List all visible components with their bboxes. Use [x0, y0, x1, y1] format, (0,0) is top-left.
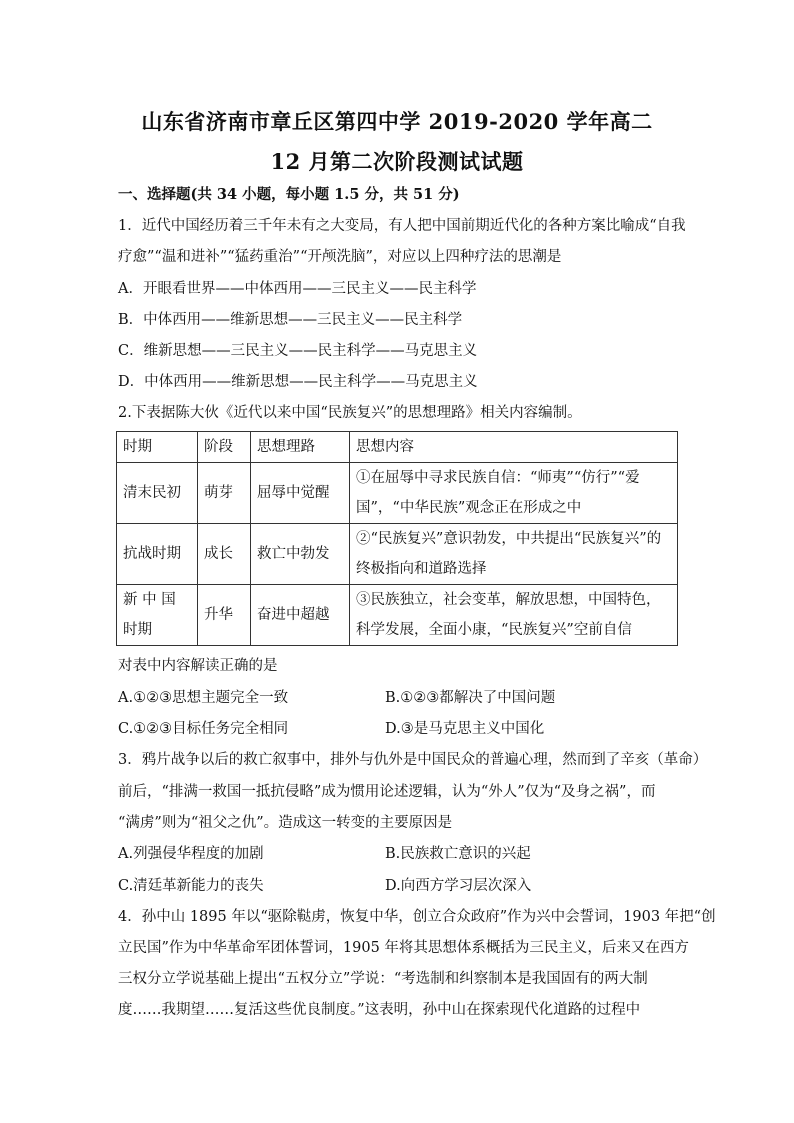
table-cell: 萌芽	[198, 463, 251, 524]
q1-option-c: C．维新思想——三民主义——民主科学——马克思主义	[118, 343, 478, 359]
table-cell: 新 中 国 时期	[117, 585, 198, 646]
section-heading: 一、选择题(共 34 小题，每小题 1.5 分，共 51 分)	[118, 186, 460, 203]
q3-stem-line2: 前后，“排满一救国一抵抗侵略”成为惯用论述逻辑，认为“外人”仅为“及身之祸”，而	[118, 784, 656, 800]
exam-title-line2: 12 月第二次阶段测试试题	[270, 149, 524, 174]
table-header-row	[117, 432, 678, 463]
table-header-cell: 阶段	[198, 432, 251, 463]
q2-stem: 2.下表据陈大伙《近代以来中国“民族复兴”的思想理路》相关内容编制。	[118, 405, 582, 421]
q2-option-c: C.①②③目标任务完全相同	[118, 721, 289, 737]
q4-stem-line3: 三权分立学说基础上提出“五权分立”学说：“考选制和纠察制本是我国固有的两大制	[118, 971, 648, 987]
q3-option-c: C.清廷革新能力的丧失	[118, 878, 264, 894]
q2-option-b: B.①②③都解决了中国问题	[385, 690, 556, 706]
table-cell: 救亡中勃发	[251, 524, 350, 585]
q3-option-a: A.列强侵华程度的加剧	[118, 846, 264, 862]
table-header-cell: 时期	[117, 432, 198, 463]
table-cell: ②“民族复兴”意识勃发，中共提出“民族复兴”的终极指向和道路选择	[350, 524, 678, 585]
q1-option-d: D．中体西用——维新思想——民主科学——马克思主义	[118, 374, 478, 390]
table-cell: 抗战时期	[117, 524, 198, 585]
table-cell: 清末民初	[117, 463, 198, 524]
table-row	[117, 524, 678, 585]
q3-option-b: B.民族救亡意识的兴起	[385, 846, 531, 862]
table-cell: 升华	[198, 585, 251, 646]
table-cell: ①在屈辱中寻求民族自信：“师夷”“仿行”“爱国”，“中华民族”观念正在形成之中	[350, 463, 678, 524]
q3-stem-line3: “满虏”则为“祖父之仇”。造成这一转变的主要原因是	[118, 815, 453, 831]
q1-option-a: A．开眼看世界——中体西用——三民主义——民主科学	[118, 281, 477, 297]
table-header-cell: 思想内容	[350, 432, 678, 463]
table-row	[117, 463, 678, 524]
table-cell: 奋进中超越	[251, 585, 350, 646]
table-cell: 成长	[198, 524, 251, 585]
q2-option-a: A.①②③思想主题完全一致	[118, 690, 289, 706]
table-row	[117, 585, 678, 646]
q1-stem-line2: 疗愈”“温和进补”“猛药重治”“开颅洗脑”，对应以上四种疗法的思潮是	[118, 249, 562, 265]
table-cell: ③民族独立，社会变革，解放思想，中国特色，科学发展，全面小康，“民族复兴”空前自信	[350, 585, 678, 646]
q1-option-b: B．中体西用——维新思想——三民主义——民主科学	[118, 312, 463, 328]
exam-title-line1: 山东省济南市章丘区第四中学 2019-2020 学年高二	[141, 109, 653, 134]
q4-stem-line4: 度……我期望……复活这些优良制度。”这表明，孙中山在探索现代化道路的过程中	[118, 1002, 641, 1018]
q2-after: 对表中内容解读正确的是	[118, 658, 278, 674]
q1-stem-line1: 1．近代中国经历着三千年未有之大变局，有人把中国前期近代化的各种方案比喻成“自我	[118, 218, 686, 234]
q4-stem-line1: 4．孙中山 1895 年以“驱除鞑虏，恢复中华，创立合众政府”作为兴中会誓词，1903 年把“创	[118, 909, 716, 925]
q4-stem-line2: 立民国”作为中华革命军团体誓词，1905 年将其思想体系概括为三民主义，后来又在西方	[118, 940, 689, 956]
q2-table	[116, 431, 678, 646]
table-header-cell: 思想理路	[251, 432, 350, 463]
q3-option-d: D.向西方学习层次深入	[385, 878, 532, 894]
q2-option-d: D.③是马克思主义中国化	[385, 721, 545, 737]
table-cell: 屈辱中觉醒	[251, 463, 350, 524]
q3-stem-line1: 3．鸦片战争以后的救亡叙事中，排外与仇外是中国民众的普遍心理，然而到了辛亥（革命）	[118, 752, 708, 768]
